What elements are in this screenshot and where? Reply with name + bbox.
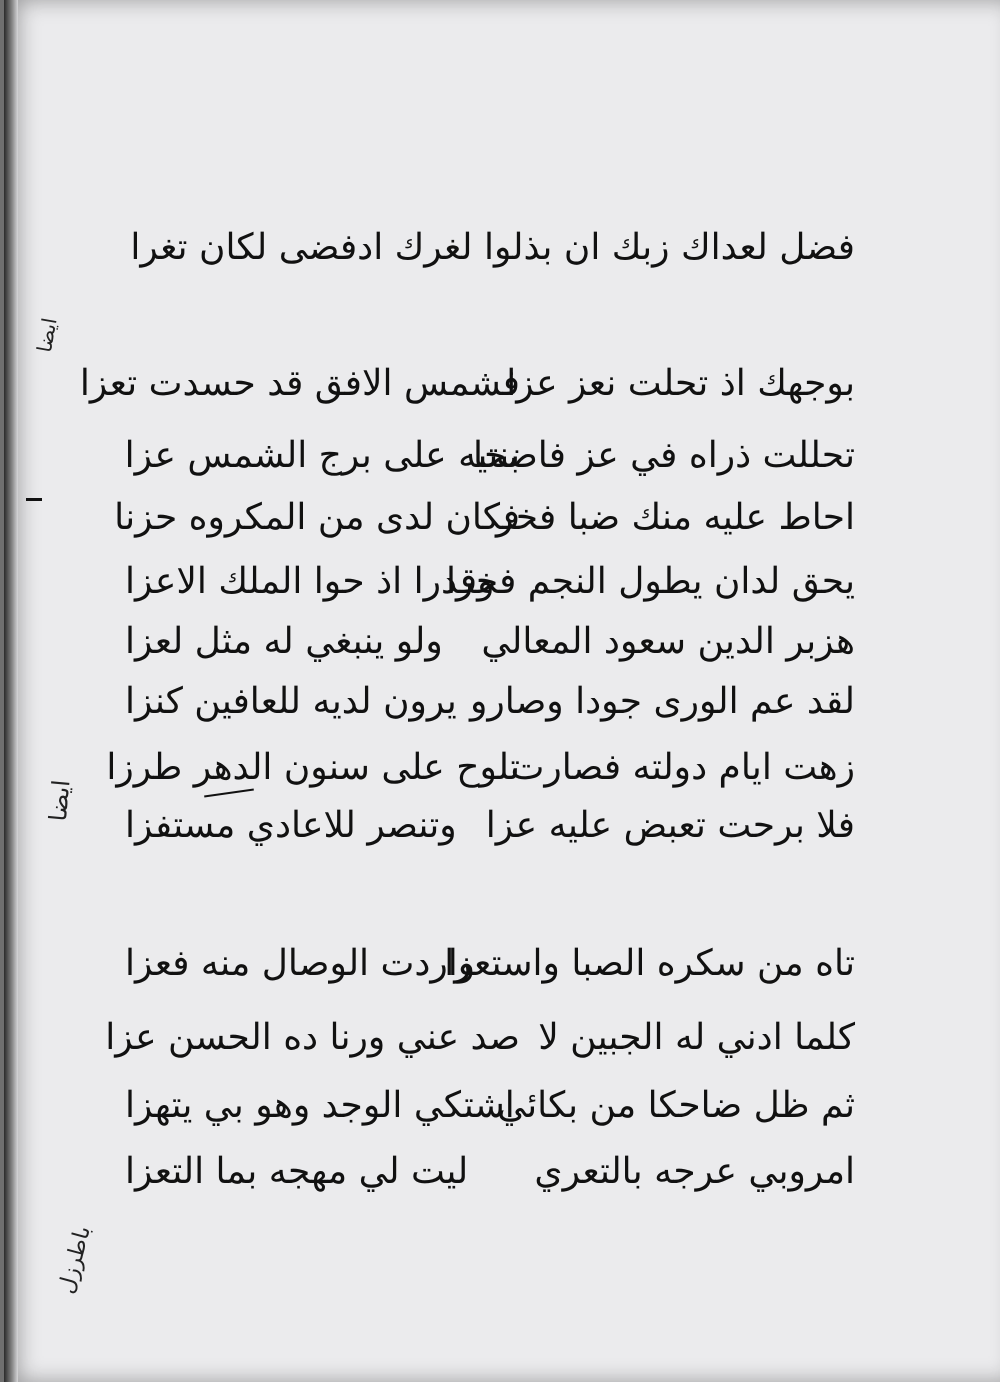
verse-hemistich-left: بنتيه على برج الشمس عزا xyxy=(124,435,520,476)
top-verse-line xyxy=(125,222,855,274)
verse-hemistich-left: فشمس الافق قد حسدت تعزا xyxy=(79,363,520,404)
verse-hemistich-right: فلا برحت تعبض عليه عزا xyxy=(485,805,855,846)
verse-hemistich-left: وتنصر للاعادي مستفزا xyxy=(125,805,457,846)
verse-hemistich-right: لقد عم الورى جودا وصارو xyxy=(470,681,855,722)
verse-line xyxy=(125,938,855,990)
verse-hemistich-left: تلوح على سنون الدهر طرزا xyxy=(106,747,520,788)
verse-line xyxy=(79,358,855,410)
page-binding-shadow xyxy=(4,0,18,1382)
verse-hemistich-right: احاط عليه منك ضبا فخر xyxy=(495,497,855,538)
verse-hemistich-left: ليت لي مهجه بما التعزا xyxy=(125,1151,469,1192)
verse-line xyxy=(125,430,855,482)
verse-hemistich-right: يحق لدان يطول النجم فخرا xyxy=(445,561,855,602)
verse-hemistich-right: كلما ادني له الجبين لا xyxy=(538,1017,855,1058)
verse-hemistich-left: صد عني ورنا ده الحسن عزا xyxy=(105,1017,520,1058)
verse-hemistich-right: تحللت ذراه في عز فاضحا xyxy=(472,435,855,476)
verse-hemistich-right: هزبر الدين سعود المعالي xyxy=(481,621,855,662)
verse-line xyxy=(125,556,855,608)
verse-line xyxy=(106,742,855,794)
verse-line xyxy=(125,616,855,668)
margin-note: ايضا xyxy=(44,778,76,823)
verse-line xyxy=(114,492,855,544)
verse-hemistich-right: امروبي عرجه بالتعري xyxy=(534,1151,855,1192)
verse-line xyxy=(125,1080,855,1132)
verse-hemistich-left: ولو ينبغي له مثل لعزا xyxy=(125,621,443,662)
verse-hemistich-right: زهت ايام دولته فصارت xyxy=(510,747,855,788)
verse-hemistich-left: واردت الوصال منه فعزا xyxy=(125,943,476,984)
margin-note: ايضا xyxy=(32,315,62,355)
margin-mark xyxy=(26,498,42,501)
verse-hemistich-right: بوجهك اذ تحلت نعز عزا xyxy=(506,363,855,404)
manuscript-page xyxy=(4,0,1000,1382)
top-verse-text: فضل لعداك زبك ان بذلوا لغرك ادفضى لكان تغرا xyxy=(130,227,855,268)
verse-line xyxy=(125,800,855,852)
verse-line xyxy=(105,1012,855,1064)
verse-hemistich-right: ثم ظل ضاحكا من بكائي xyxy=(497,1085,855,1126)
margin-note: باطرزل xyxy=(54,1223,97,1297)
verse-line xyxy=(125,676,855,728)
verse-hemistich-left: فكان لدى من المكروه حزنا xyxy=(114,497,520,538)
verse-hemistich-left: يرون لديه للعافين كنزا xyxy=(125,681,457,722)
verse-hemistich-left: اشتكي الوجد وهو بي يتهزا xyxy=(125,1085,515,1126)
verse-line xyxy=(125,1146,855,1198)
verse-hemistich-right: تاه من سكره الصبا واستعزا xyxy=(444,943,855,984)
verse-hemistich-left: وقدرا اذ حوا الملك الاعزا xyxy=(125,561,495,602)
